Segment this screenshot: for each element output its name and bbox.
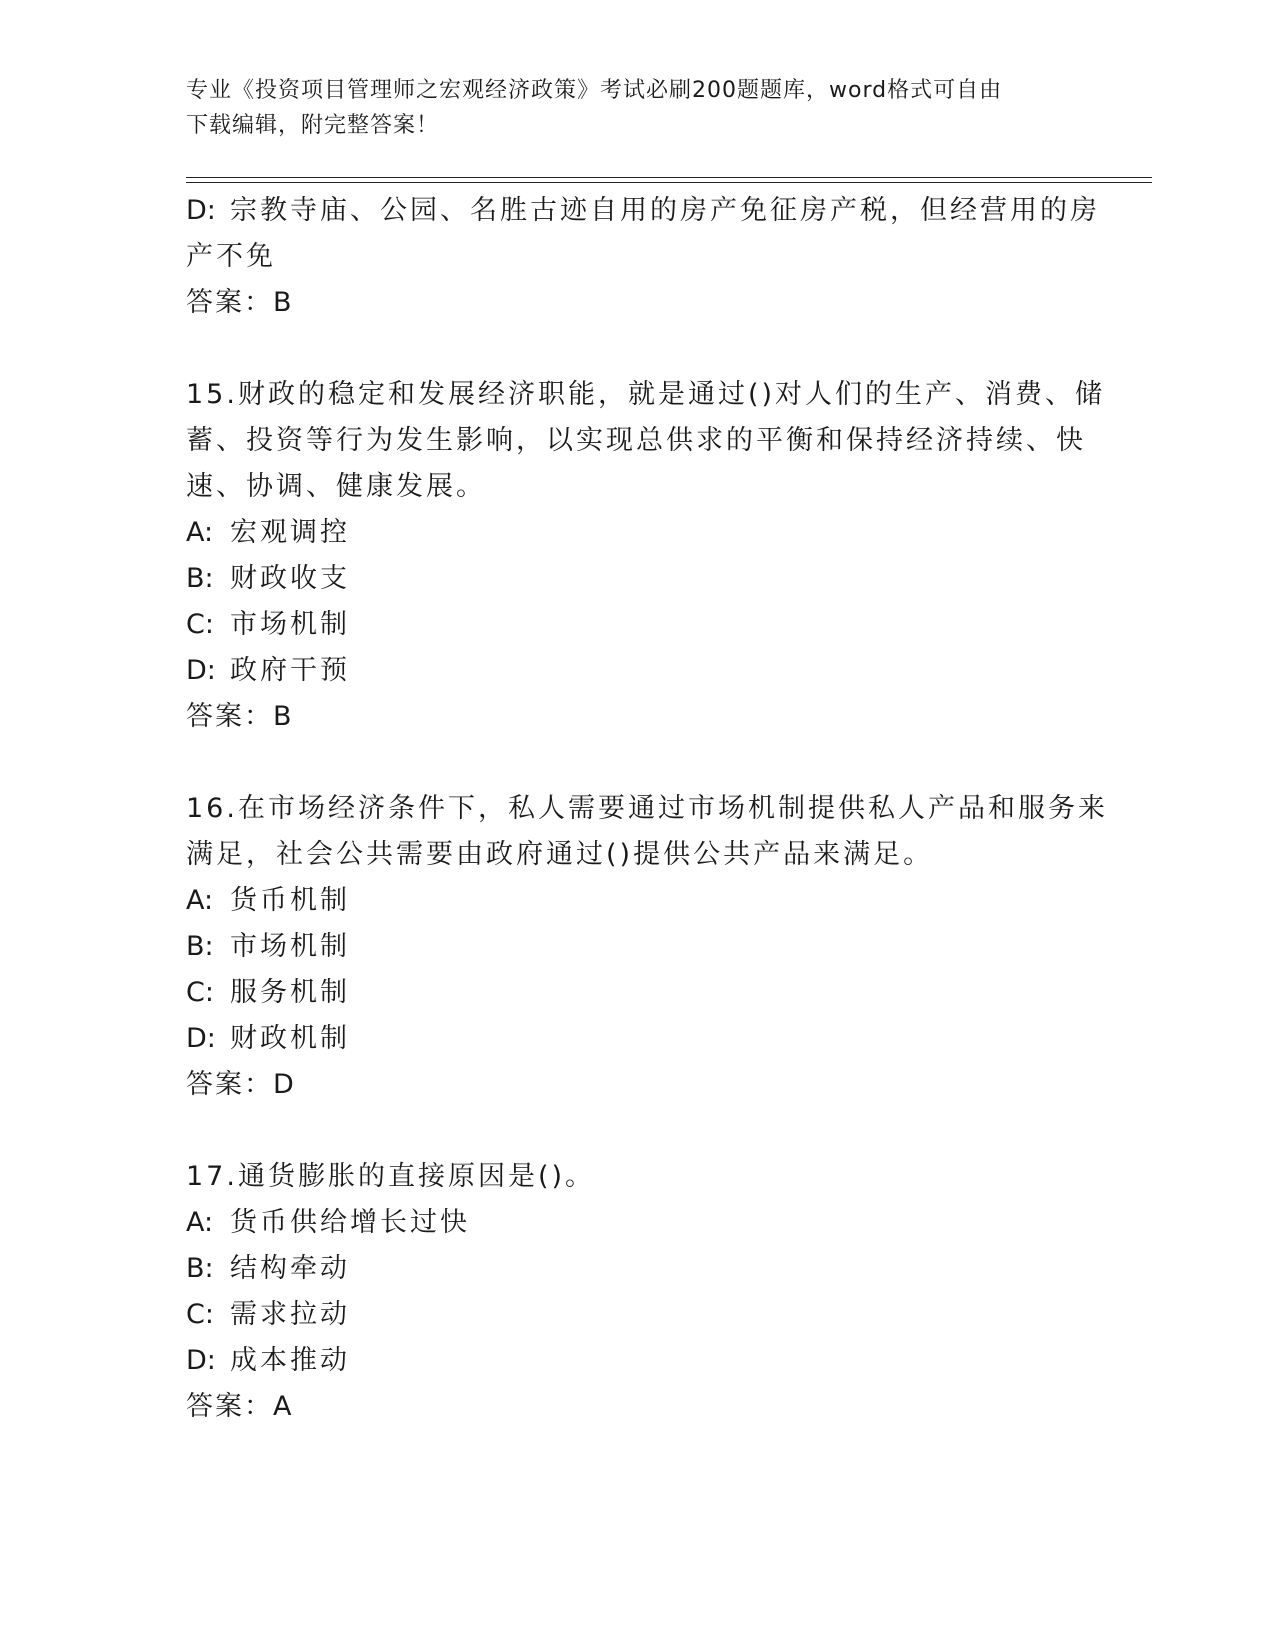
header-line-1: 专业《投资项目管理师之宏观经济政策》考试必刷200题题库，word格式可自由 [186,78,1003,103]
option-text: 需求拉动 [230,1299,350,1330]
option-text: 货币机制 [230,885,350,916]
header-rule-top [186,177,1152,178]
option-d [186,1338,1086,1384]
option-c [186,1292,1086,1338]
answer-line: 答案：D [186,1069,296,1100]
question-text-line: 速、协调、健康发展。 [186,471,486,502]
question-15 [186,372,1106,740]
option-c [186,602,1086,648]
option-label: D: [186,1345,216,1376]
option-a [186,878,1086,924]
option-label: A: [186,517,214,548]
header-rule-bottom [186,182,1152,183]
answer-line: 答案：B [186,701,294,732]
question-text-line: 17.通货膨胀的直接原因是()。 [186,1161,596,1192]
question-text-line: 15.财政的稳定和发展经济职能，就是通过()对人们的生产、消费、储 [186,379,1106,410]
answer-line: 答案：A [186,1391,294,1422]
question-14-fragment [186,188,1100,326]
question-content [186,188,1108,1430]
option-label: D: [186,655,216,686]
spacer [186,1108,1086,1154]
answer-line: 答案：B [186,287,294,318]
option-d [186,188,1100,234]
header-line-2: 下载编辑，附完整答案！ [186,113,440,138]
option-label: C: [186,1299,214,1330]
question-text-line: 蓄、投资等行为发生影响，以实现总供求的平衡和保持经济持续、快 [186,425,1086,456]
option-label: A: [186,885,214,916]
option-label: A: [186,1207,214,1238]
option-text: 结构牵动 [230,1253,350,1284]
question-16 [186,786,1108,1108]
option-text: 宏观调控 [230,517,350,548]
option-label: B: [186,931,214,962]
option-text: 财政收支 [230,563,350,594]
option-label: B: [186,563,214,594]
option-d [186,1016,1086,1062]
option-text: 宗教寺庙、公园、名胜古迹自用的房产免征房产税，但经营用的房 [230,195,1100,226]
option-label: B: [186,1253,214,1284]
option-text: 市场机制 [230,609,350,640]
option-d-continued: 产不免 [186,241,276,272]
option-text: 市场机制 [230,931,350,962]
question-text-line: 16.在市场经济条件下，私人需要通过市场机制提供私人产品和服务来 [186,793,1108,824]
option-label: C: [186,977,214,1008]
option-text: 成本推动 [230,1345,350,1376]
question-text-line: 满足，社会公共需要由政府通过()提供公共产品来满足。 [186,839,934,870]
option-c [186,970,1086,1016]
option-text: 财政机制 [230,1023,350,1054]
option-b [186,924,1086,970]
option-label: D: [186,1023,216,1054]
spacer [186,740,1086,786]
option-text: 服务机制 [230,977,350,1008]
option-d [186,648,1086,694]
option-label: D: [186,195,216,226]
page-header [186,73,1066,143]
spacer [186,326,1086,372]
option-a [186,510,1086,556]
question-17 [186,1154,1086,1430]
option-b [186,556,1086,602]
option-a [186,1200,1086,1246]
option-label: C: [186,609,214,640]
option-text: 政府干预 [230,655,350,686]
option-text: 货币供给增长过快 [230,1207,470,1238]
option-b [186,1246,1086,1292]
